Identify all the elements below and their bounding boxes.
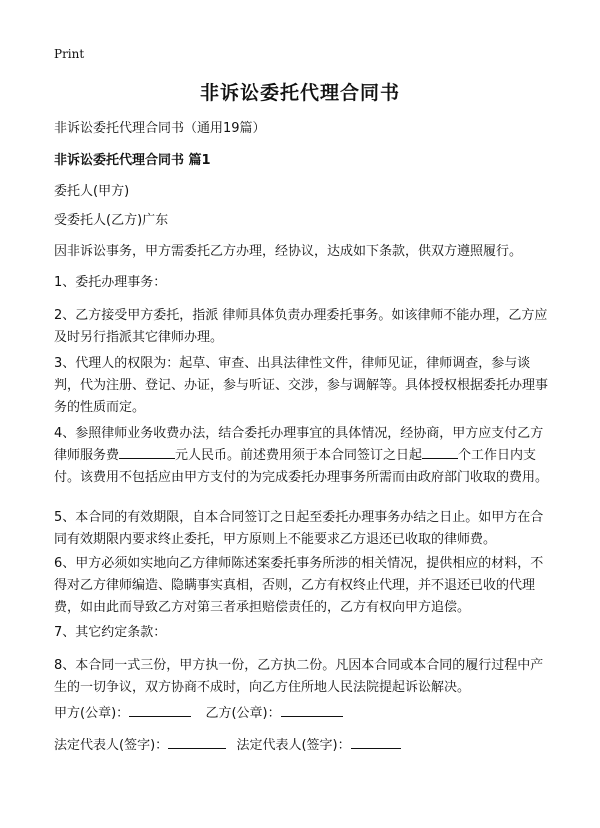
clause-3: 3、代理人的权限为：起草、审查、出具法律性文件，律师见证，律师调查，参与谈判，代为注册、登记、办证，参与听证、交涉，参与调解等。具体授权根据委托办理事务的性质而定。 [54, 356, 549, 415]
clause-2: 2、乙方接受甲方委托，指派 律师具体负责办理委托事务。如该律师不能办理，乙方应及时另行指派其它律师办理。 [54, 308, 548, 345]
days-blank [422, 446, 458, 459]
section-heading: 非诉讼委托代理合同书 篇1 [54, 153, 211, 168]
agent-line: 受委托人(乙方)广东 [54, 213, 169, 228]
party-a-seal-label: 甲方(公章)： [54, 706, 130, 721]
signature-row-2 [54, 735, 554, 757]
legal-rep-a-label: 法定代表人(签字)： [54, 738, 169, 753]
clause-5: 5、本合同的有效期限，自本合同签订之日起至委托办理事务办结之日止。如甲方在合同有效期限内要求终止委托，甲方原则上不能要求乙方退还已收取的律师费。 [54, 510, 544, 547]
clause-4 [54, 423, 554, 489]
legal-rep-b-line [351, 736, 401, 749]
clause-1: 1、委托办理事务： [54, 275, 167, 290]
party-b-seal-line [281, 704, 343, 717]
print-link[interactable]: Print [54, 47, 85, 61]
legal-rep-a-line [168, 736, 226, 749]
fee-blank [119, 446, 175, 459]
document-title: 非诉讼委托代理合同书 [199, 82, 400, 104]
document-subtitle: 非诉讼委托代理合同书（通用19篇） [54, 121, 266, 136]
clause-6: 6、甲方必须如实地向乙方律师陈述案委托事务所涉的相关情况，提供相应的材料，不得对乙方律师编造、隐瞒事实真相，否则，乙方有权终止代理，并不退还已收的代理费，如由此而导致乙方对第三者承担赔偿责任的，乙方有权向甲方追偿。 [54, 556, 544, 615]
party-a-seal-line [129, 704, 191, 717]
legal-rep-b-label: 法定代表人(签字)： [236, 738, 351, 753]
clause-7: 7、其它约定条款： [54, 625, 167, 640]
clause-4-part1: 4、参照律师业务收费办法，结合委托办理事宜的具体情况，经协商，甲方应支付乙方律师服务费 [54, 426, 544, 463]
clause-4-part2: 元人民币。前述费用须于本合同签订之日起 [175, 448, 423, 463]
principal-line: 委托人(甲方) [54, 184, 130, 199]
clause-8: 8、本合同一式三份，甲方执一份，乙方执二份。凡因本合同或本合同的履行过程中产生的一切争议，双方协商不成时，向乙方住所地人民法院提起诉讼解决。 [54, 658, 544, 695]
intro-paragraph: 因非诉讼事务，甲方需委托乙方办理，经协议，达成如下条款，供双方遵照履行。 [54, 244, 523, 259]
party-b-seal-label: 乙方(公章)： [205, 706, 281, 721]
signature-row-1 [54, 703, 554, 725]
clause-4-part3: 个工作日内支付。该费用不包括应由甲方支付的为完成委托办理事务所需而由政府部门收取的费用。 [54, 448, 549, 485]
